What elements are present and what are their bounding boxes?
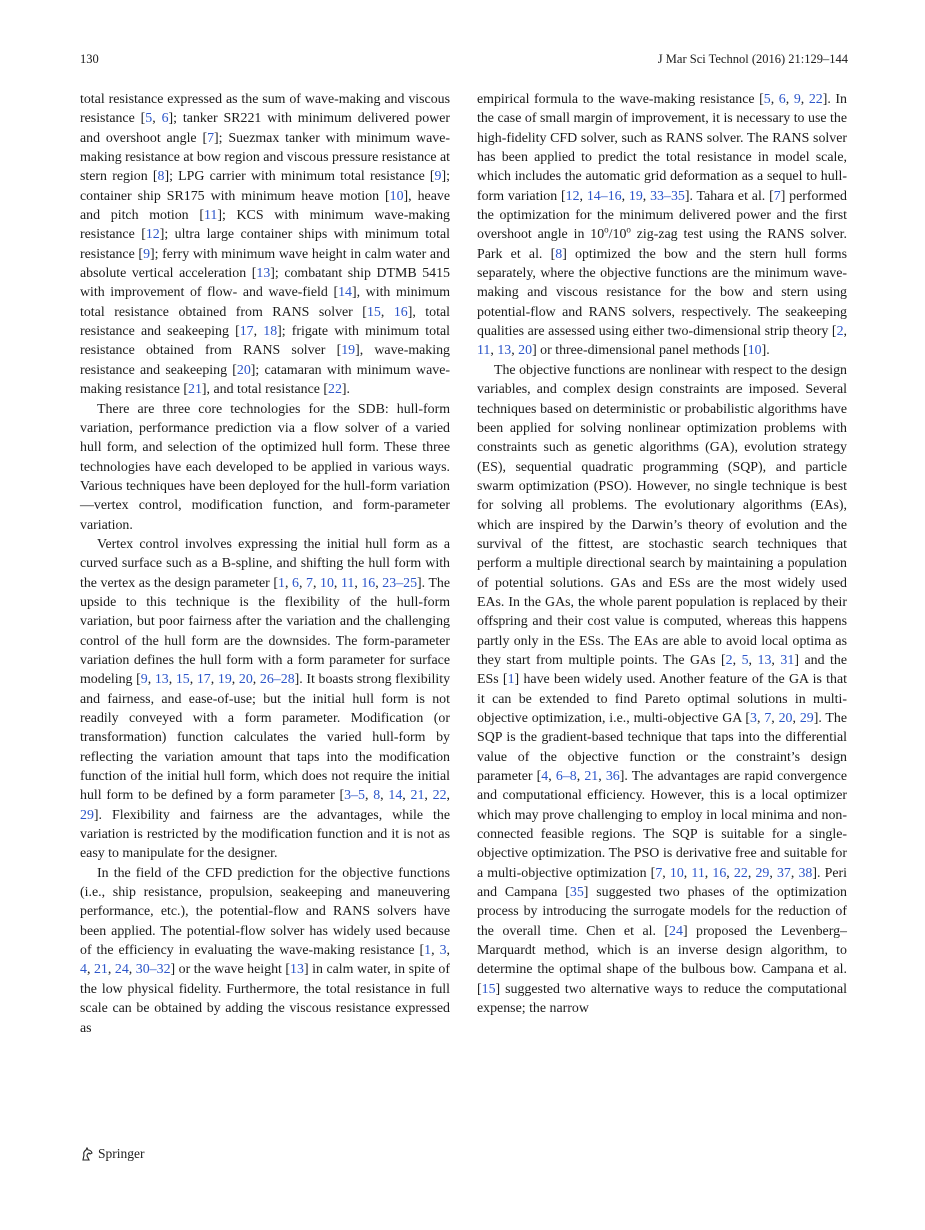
- citation-link[interactable]: 36: [605, 769, 620, 785]
- citation-link[interactable]: 13: [757, 652, 772, 668]
- citation-link[interactable]: 13: [154, 672, 169, 688]
- citation-link[interactable]: 13: [497, 343, 512, 359]
- citation-link[interactable]: 17: [239, 324, 254, 340]
- citation-link[interactable]: 10: [389, 188, 404, 204]
- right-column: [477, 90, 847, 1019]
- page-footer: [80, 1146, 145, 1162]
- paragraph: The objective functions are nonlinear with respect to the design variables, and complex design constraints are imposed. Several techniques based on deterministic or probabilistic algorithms have been applied for solving nonlinear optimization problems with constraints such as genetic algorithms (GA), evolution strategy (ES), sequential quadratic programming (SQP), and particle swarm optimization (PSO). However, no single technique is best for solving all problems. The evolutionary algorithms (EAs), which are inspired by the Darwin’s theory of evolution and the survival of the fittest, are stochastic search techniques that perform a multiple directional search by maintaining a population of potential solutions. GAs and ESs are the most widely used EAs. In the GAs, the whole parent population is replaced by their offspring and their cost value is computed, whereas this happens partly only in the ESs. The EAs are able to avoid local optima as they start from multiple points. The GAs [2, 5, 13, 31] and the ESs [1] have been widely used. Another feature of the GA is that it can be extended to find Pareto optimal solutions in multi-objective optimization, i.e., multi-objective GA [3, 7, 20, 29]. The SQP is the gradient-based technique that taps into the differential value of the objective function or the constraint’s design parameter [4, 6–8, 21, 36]. The advantages are rapid convergence and computational efficiency. However, this is a local optimizer which may prove challenging to employ in local minima and non-connected feasible regions. The SQP is suitable for a single-objective optimization. The PSO is derivative free and suitable for a multi-objective optimization [7, 10, 11, 16, 22, 29, 37, 38]. Peri and Campana [35] suggested two phases of the optimization process by introducing the surrogate models for the reduction of the overall time. Chen et al. [24] proposed the Levenberg–Marquardt method, which is an inverse design algorithm, to determine the optimal shape of the bulbous bow. Campana et al. [15] suggested two alternative ways to reduce the computational expense; the narrow: [477, 362, 848, 1017]
- publisher-name: Springer: [98, 1146, 145, 1161]
- citation-link[interactable]: 16: [361, 575, 376, 591]
- citation-link[interactable]: 6: [778, 92, 786, 107]
- citation-link[interactable]: 4: [80, 962, 87, 978]
- citation-link[interactable]: 26–28: [259, 672, 295, 688]
- citation-link[interactable]: 15: [481, 981, 496, 997]
- paragraph: total resistance expressed as the sum of wave-making and viscous resistance [5, 6]; tanker SR221 with minimum delivered power and overshoot angle [7]; Suezmax tanker with minimum wave-making resistance at bow region and viscous pressure resistance at stern region [8]; LPG carrier with minimum total resistance [9]; container ship SR175 with minimum heave motion [10], heave and pitch motion [11]; KCS with minimum wave-making resistance [12]; ultra large container ships with minimum total resistance [9]; ferry with minimum wave height in calm water and absolute vertical acceleration [13]; combatant ship DTMB 5415 with improvement of flow- and wave-field [14], with minimum total resistance obtained from RANS solver [15, 16], total resistance and seakeeping [17, 18]; frigate with minimum total resistance obtained from RANS solver [19], wave-making resistance and seakeeping [20]; catamaran with minimum wave-making resistance [21], and total resistance [22].: [80, 92, 451, 398]
- citation-link[interactable]: 4: [541, 769, 549, 785]
- citation-link[interactable]: 35: [569, 885, 584, 901]
- citation-link[interactable]: 19: [217, 672, 232, 688]
- citation-link[interactable]: 7: [306, 575, 313, 591]
- citation-link[interactable]: 21: [410, 788, 425, 804]
- citation-link[interactable]: 2: [836, 324, 844, 340]
- citation-link[interactable]: 19: [628, 188, 643, 204]
- citation-link[interactable]: 1: [278, 575, 285, 591]
- citation-link[interactable]: 20: [238, 672, 253, 688]
- citation-link[interactable]: 14–16: [586, 188, 622, 204]
- citation-link[interactable]: 12: [565, 188, 580, 204]
- citation-link[interactable]: 38: [798, 865, 813, 881]
- citation-link[interactable]: 6: [292, 575, 299, 591]
- left-column: [80, 90, 450, 1038]
- citation-link[interactable]: 37: [776, 865, 791, 881]
- citation-link[interactable]: 12: [145, 227, 160, 243]
- citation-link[interactable]: 7: [764, 711, 772, 726]
- citation-link[interactable]: 33–35: [650, 188, 685, 204]
- citation-link[interactable]: 19: [341, 343, 356, 359]
- citation-link[interactable]: 5: [763, 92, 771, 107]
- citation-link[interactable]: 3: [439, 943, 447, 959]
- citation-link[interactable]: 7: [655, 865, 663, 881]
- citation-link[interactable]: 20: [778, 711, 793, 726]
- citation-link[interactable]: 30–32: [135, 962, 171, 978]
- citation-link[interactable]: 21: [188, 382, 202, 398]
- citation-link[interactable]: 16: [393, 304, 408, 320]
- citation-link[interactable]: 17: [196, 672, 211, 688]
- citation-link[interactable]: 29: [80, 807, 94, 823]
- paragraph: empirical formula to the wave-making resistance [5, 6, 9, 22]. In the case of small margin of improvement, it is necessary to use the high-fidelity CFD solver, such as RANS solver. The RANS solver has been applied to predict the total resistance in model scale, which includes the automatic grid deformation as a sequel to hull-form variation [12, 14–16, 19, 33–35]. Tahara et al. [7] performed the optimization for the minimum delivered power and the first overshoot angle in 10$^o$/10$^o$ zig-zag test using the RANS solver. Park et al. [8] optimized the bow and the stern hull forms separately, where the objective functions are the minimum wave-making and viscous resistance for the bow and stern using potential-flow and RANS solvers, respectively. The seakeeping qualities are assessed using either two-dimensional strip theory [2, 11, 13, 20] or three-dimensional panel methods [10].: [477, 92, 848, 359]
- citation-link[interactable]: 7: [207, 130, 215, 146]
- citation-link[interactable]: 6: [161, 111, 169, 127]
- springer-horse-icon: [80, 1147, 95, 1162]
- citation-link[interactable]: 14: [388, 788, 403, 804]
- citation-link[interactable]: 29: [755, 865, 770, 881]
- citation-link[interactable]: 29: [799, 711, 814, 726]
- citation-link[interactable]: 10: [747, 343, 762, 359]
- citation-link[interactable]: 24: [114, 962, 129, 978]
- citation-link[interactable]: 9: [434, 169, 442, 185]
- citation-link[interactable]: 22: [808, 92, 823, 107]
- citation-link[interactable]: 2: [725, 652, 733, 668]
- citation-link[interactable]: 15: [366, 304, 381, 320]
- citation-link[interactable]: 24: [669, 923, 683, 939]
- citation-link[interactable]: 3–5: [344, 788, 365, 804]
- citation-link[interactable]: 5: [145, 111, 153, 127]
- citation-link[interactable]: 3: [750, 711, 757, 726]
- citation-link[interactable]: 9: [793, 92, 801, 107]
- citation-link[interactable]: 20: [518, 343, 533, 359]
- citation-link[interactable]: 16: [712, 865, 727, 881]
- citation-link[interactable]: 21: [584, 769, 599, 785]
- citation-link[interactable]: 10: [320, 575, 334, 591]
- journal-citation: J Mar Sci Technol (2016) 21:129–144: [657, 52, 848, 66]
- citation-link[interactable]: 15: [175, 672, 190, 688]
- citation-link[interactable]: 22: [432, 788, 447, 804]
- citation-link[interactable]: 22: [328, 382, 342, 398]
- citation-link[interactable]: 18: [263, 324, 278, 340]
- citation-link[interactable]: 9: [140, 672, 148, 688]
- paragraph: There are three core technologies for the SDB: hull-form variation, performance prediction via a flow solver of a varied hull form, and selection of the optimized hull form. These three technologies have each developed to be applied in various ways. Various techniques have been deployed for the hull-form variation—vertex control, modification function, and form-parameter variation.: [80, 401, 450, 533]
- page-number: 130: [80, 52, 99, 66]
- citation-link[interactable]: 7: [773, 188, 781, 204]
- citation-link[interactable]: 6–8: [555, 769, 577, 785]
- citation-link[interactable]: 8: [555, 246, 563, 262]
- paragraph: In the field of the CFD prediction for the objective functions (i.e., ship resistance, propulsion, seakeeping and maneuvering performance, etc.), the potential-flow and RANS solvers have been applied. The potential-flow solver has widely used because of the efficiency in evaluating the wave-making resistance [1, 3, 4, 21, 24, 30–32] or the wave height [13] in calm water, in spite of the low physical fidelity. Furthermore, the total resistance in full scale can be obtained by adding the viscous resistance expressed as: [80, 865, 450, 1036]
- citation-link[interactable]: 13: [290, 962, 304, 978]
- citation-link[interactable]: 13: [256, 266, 271, 282]
- citation-link[interactable]: 21: [93, 962, 108, 978]
- citation-link[interactable]: 11: [477, 343, 491, 359]
- citation-link[interactable]: 10: [669, 865, 684, 881]
- citation-link[interactable]: 11: [203, 208, 218, 224]
- citation-link[interactable]: 11: [340, 575, 355, 591]
- citation-link[interactable]: 9: [143, 246, 151, 262]
- citation-link[interactable]: 1: [507, 672, 515, 688]
- citation-link[interactable]: 31: [780, 652, 795, 668]
- citation-link[interactable]: 8: [373, 788, 381, 804]
- citation-link[interactable]: 5: [741, 652, 749, 668]
- citation-link[interactable]: 20: [236, 362, 251, 378]
- citation-link[interactable]: 22: [733, 865, 748, 881]
- citation-link[interactable]: 1: [424, 943, 432, 959]
- paragraph: Vertex control involves expressing the initial hull form as a curved surface such as a B-spline, and shifting the hull form with the vertex as the design parameter [1, 6, 7, 10, 11, 16, 23–25]. The upside to this technique is the flexibility of the hull-form variation, but poor fairness after the variation and the challenging control of the hull form are the downsides. The form-parameter variation defines the hull form with a form parameter for surface modeling [9, 13, 15, 17, 19, 20, 26–28]. It boasts strong flexibility and fairness, and ease-of-use; but the initial hull form is not readily conveyed with a form parameter. Modification (or transformation) function calculates the varied hull-form by reflecting the variation amount that taps into the modification function of the initial hull form, which does not require the initial hull form to be defined by a form parameter [3–5, 8, 14, 21, 22, 29]. Flexibility and fairness are the advantages, while the variation is restricted by the modification function and it is not as easy to manipulate for the designer.: [80, 536, 451, 862]
- citation-link[interactable]: 14: [338, 285, 352, 301]
- citation-link[interactable]: 11: [691, 865, 705, 881]
- citation-link[interactable]: 8: [157, 169, 165, 185]
- citation-link[interactable]: 23–25: [382, 575, 418, 591]
